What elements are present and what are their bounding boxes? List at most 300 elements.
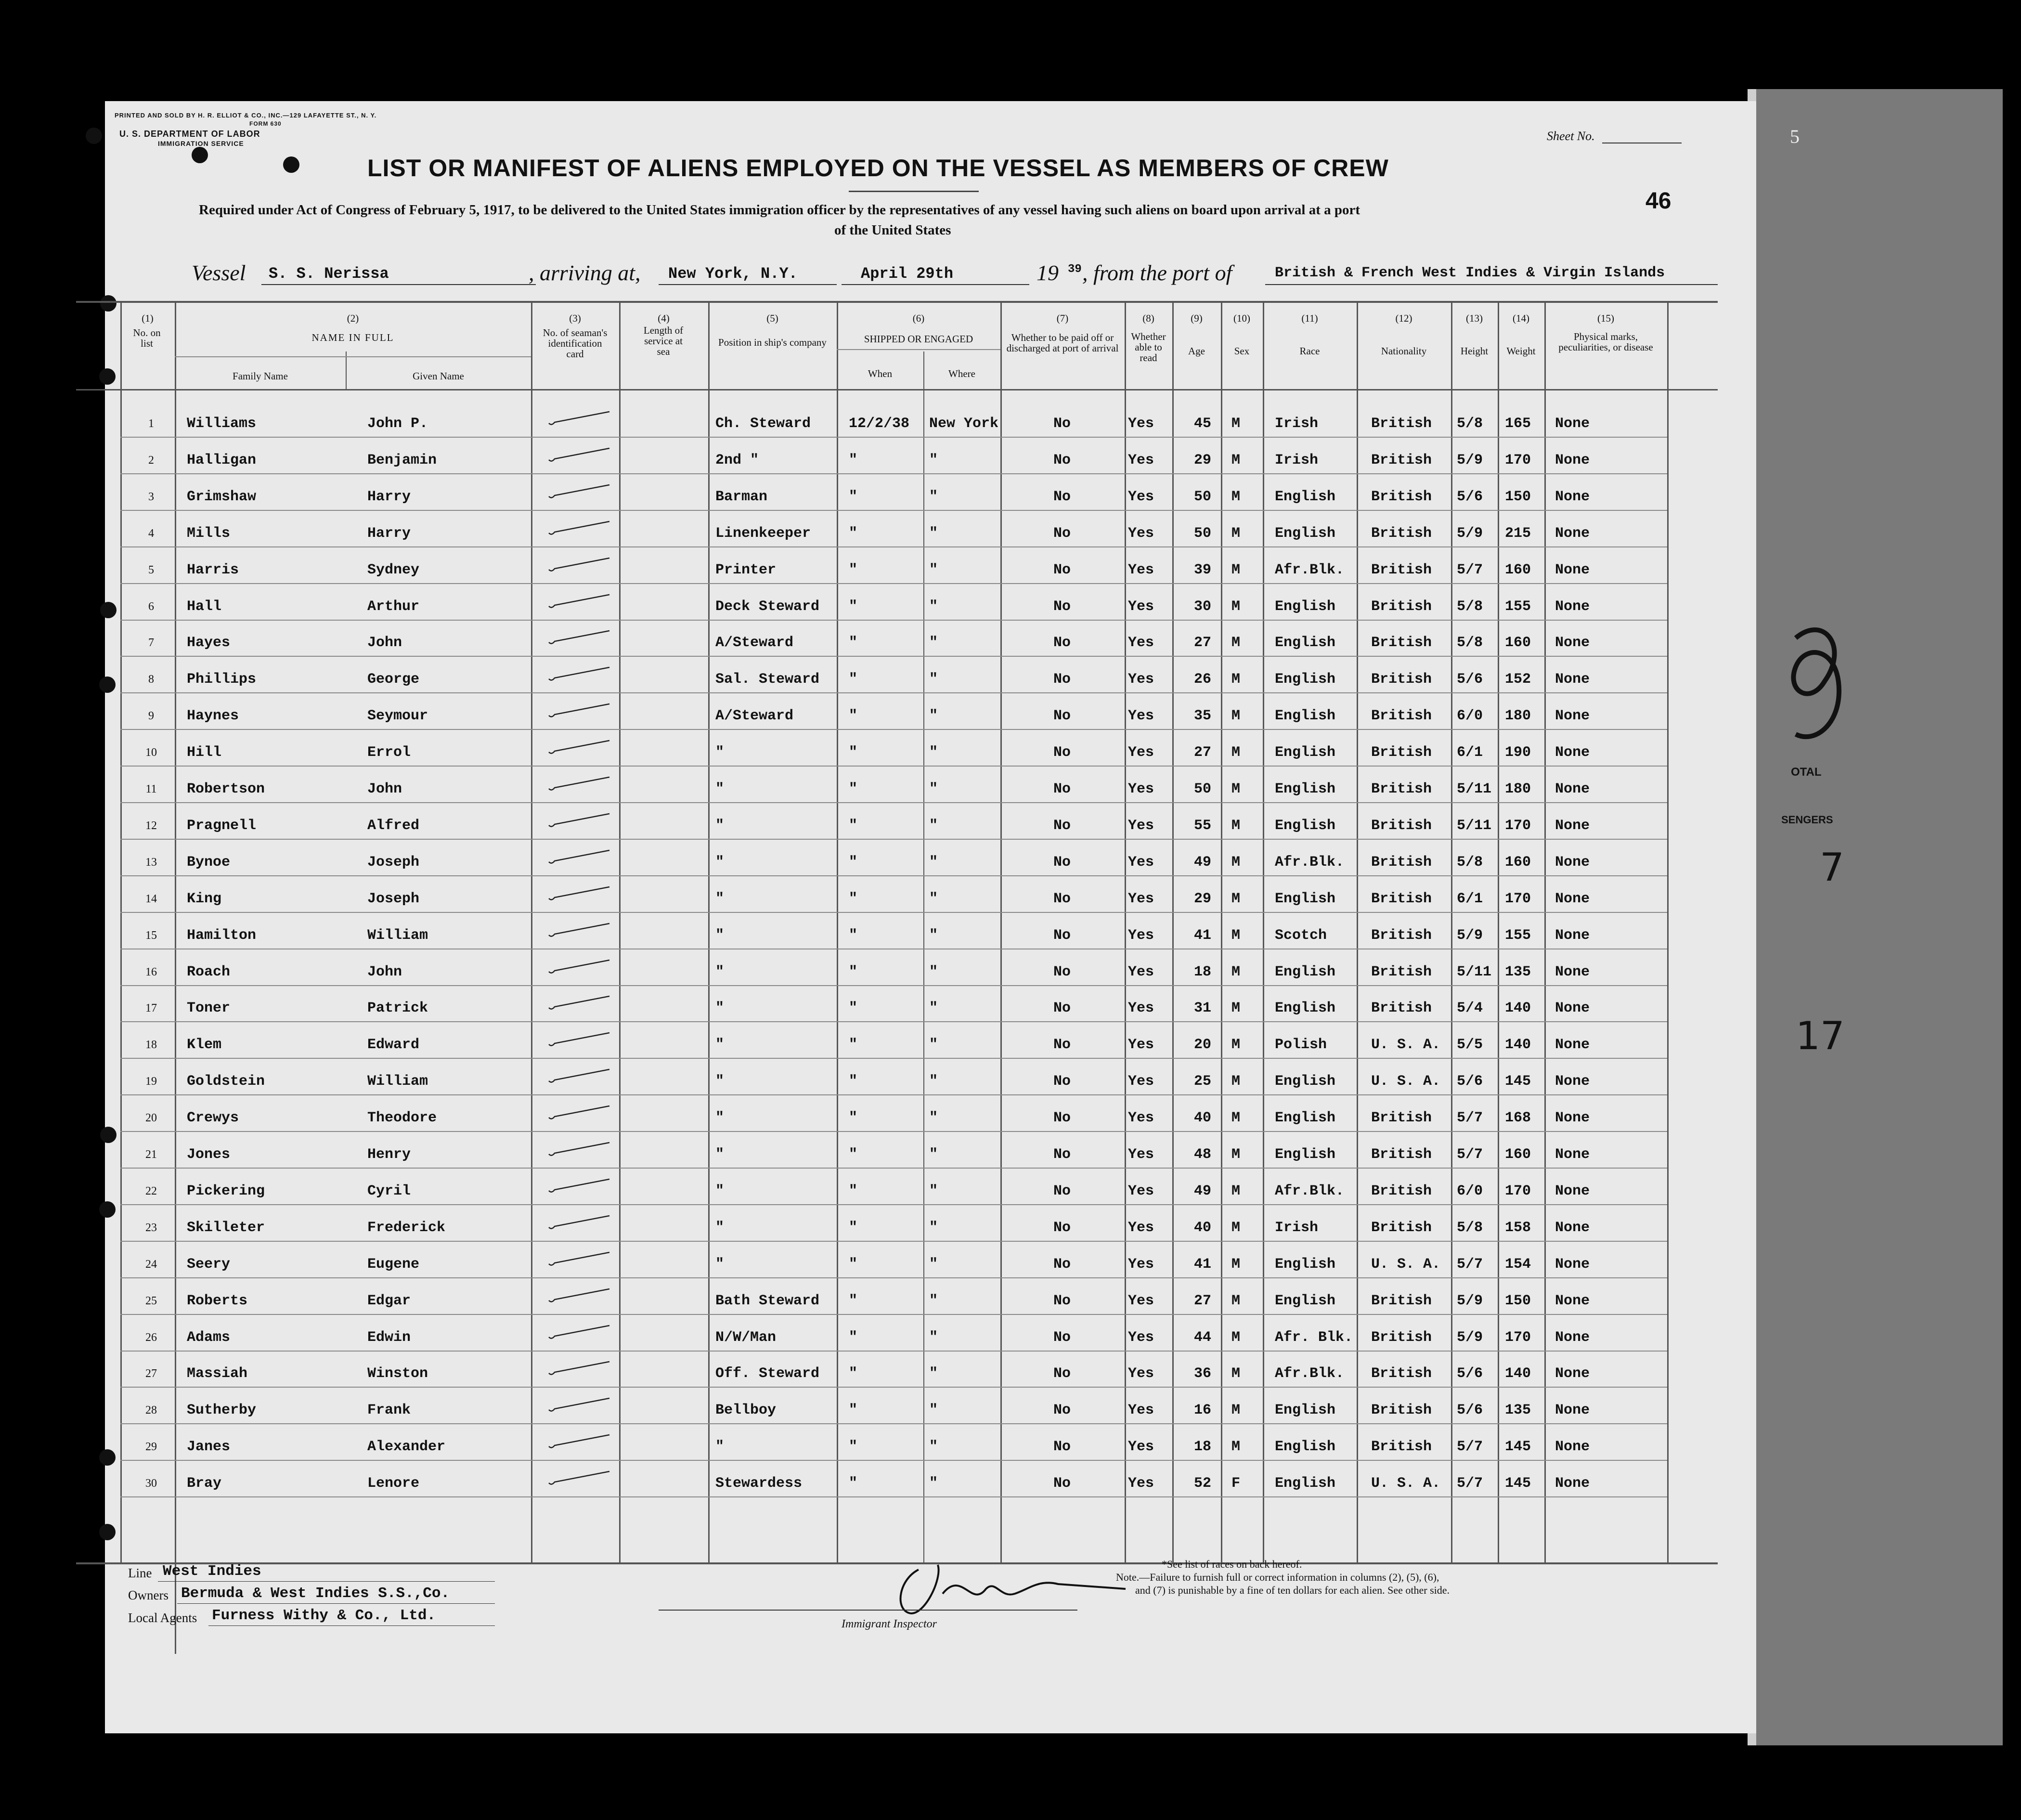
family-name: Bray bbox=[187, 1475, 222, 1492]
able-to-read: Yes bbox=[1128, 635, 1154, 651]
family-name: Sutherby bbox=[187, 1402, 257, 1419]
shipped-when: " bbox=[849, 1000, 858, 1017]
shipped-where: " bbox=[929, 927, 938, 944]
shipped-when: " bbox=[849, 1475, 858, 1492]
height: 5/9 bbox=[1457, 525, 1483, 542]
shipped-where: " bbox=[929, 744, 938, 761]
age: 31 bbox=[1194, 1000, 1212, 1017]
row-number: 26 bbox=[145, 1331, 157, 1344]
shipped-when: " bbox=[849, 1329, 858, 1346]
row-number: 25 bbox=[145, 1294, 157, 1307]
page-number: 46 bbox=[1645, 188, 1671, 214]
weight: 135 bbox=[1505, 1402, 1531, 1419]
shipped-when: " bbox=[849, 1292, 858, 1309]
sex: M bbox=[1231, 927, 1241, 944]
age: 45 bbox=[1194, 416, 1212, 432]
given-name: William bbox=[367, 927, 428, 944]
table-row bbox=[105, 919, 1756, 954]
age: 50 bbox=[1194, 525, 1212, 542]
physical-marks: None bbox=[1555, 744, 1590, 761]
given-name: John bbox=[367, 781, 402, 797]
shipped-where: " bbox=[929, 817, 938, 834]
physical-marks: None bbox=[1555, 817, 1590, 834]
col-8-header: Whether able to read bbox=[1131, 331, 1166, 364]
family-name: Roberts bbox=[187, 1292, 248, 1309]
check-mark-icon bbox=[548, 483, 610, 502]
position: " bbox=[715, 817, 725, 834]
able-to-read: Yes bbox=[1128, 1292, 1154, 1309]
paid-off: No bbox=[1053, 671, 1071, 688]
weight: 160 bbox=[1505, 635, 1531, 651]
age: 50 bbox=[1194, 488, 1212, 505]
col-12-header: Nationality bbox=[1381, 345, 1427, 357]
table-row bbox=[105, 1430, 1756, 1466]
family-name: Bynoe bbox=[187, 854, 231, 871]
nationality: U. S. A. bbox=[1371, 1256, 1441, 1273]
able-to-read: Yes bbox=[1128, 1073, 1154, 1090]
nationality: British bbox=[1371, 927, 1432, 944]
sex: M bbox=[1231, 561, 1241, 578]
given-name: Harry bbox=[367, 525, 411, 542]
col-15-header: Physical marks, peculiarities, or disease bbox=[1558, 331, 1653, 353]
given-name: Arthur bbox=[367, 598, 420, 615]
shipped-when: " bbox=[849, 1146, 858, 1163]
check-mark-icon bbox=[548, 1104, 610, 1123]
shipped-when: " bbox=[849, 963, 858, 980]
age: 35 bbox=[1194, 708, 1212, 725]
able-to-read: Yes bbox=[1128, 1000, 1154, 1017]
row-number: 7 bbox=[148, 637, 154, 650]
inspector-label: Immigrant Inspector bbox=[842, 1618, 937, 1630]
shipped-where: " bbox=[929, 452, 938, 468]
col-13-header: Height bbox=[1460, 345, 1489, 357]
physical-marks: None bbox=[1555, 1475, 1590, 1492]
physical-marks: None bbox=[1555, 1292, 1590, 1309]
shipped-where: " bbox=[929, 963, 938, 980]
position: 2nd " bbox=[715, 452, 759, 468]
table-row bbox=[105, 882, 1756, 918]
age: 40 bbox=[1194, 1219, 1212, 1236]
position: " bbox=[715, 1439, 725, 1456]
race: Irish bbox=[1275, 416, 1319, 432]
family-name: Halligan bbox=[187, 452, 257, 468]
agents-label: Local Agents bbox=[128, 1611, 197, 1625]
row-number: 11 bbox=[145, 783, 157, 795]
punch-hole-icon bbox=[99, 1524, 116, 1540]
able-to-read: Yes bbox=[1128, 1402, 1154, 1419]
family-name: Pickering bbox=[187, 1183, 265, 1199]
nationality: British bbox=[1371, 1292, 1432, 1309]
height: 5/7 bbox=[1457, 1475, 1483, 1492]
subtitle-line-2: of the United States bbox=[834, 222, 951, 238]
table-row bbox=[105, 590, 1756, 625]
age: 50 bbox=[1194, 781, 1212, 797]
physical-marks: None bbox=[1555, 708, 1590, 725]
col-5-number: (5) bbox=[766, 312, 778, 324]
col-15-number: (15) bbox=[1597, 312, 1614, 324]
weight: 145 bbox=[1505, 1475, 1531, 1492]
physical-marks: None bbox=[1555, 1146, 1590, 1163]
shipped-where: " bbox=[929, 598, 938, 615]
position: " bbox=[715, 963, 725, 980]
given-name: Edwin bbox=[367, 1329, 411, 1346]
shipped-where: " bbox=[929, 1146, 938, 1163]
able-to-read: Yes bbox=[1128, 488, 1154, 505]
nationality: British bbox=[1371, 963, 1432, 980]
family-name: Hall bbox=[187, 598, 222, 615]
nationality: British bbox=[1371, 1110, 1432, 1127]
height: 5/8 bbox=[1457, 1219, 1483, 1236]
able-to-read: Yes bbox=[1128, 1110, 1154, 1127]
nationality: British bbox=[1371, 525, 1432, 542]
position: Printer bbox=[715, 561, 777, 578]
given-name: Henry bbox=[367, 1146, 411, 1163]
arrival-date: April 29th bbox=[861, 265, 954, 283]
family-name: Robertson bbox=[187, 781, 265, 797]
given-name: Harry bbox=[367, 488, 411, 505]
sex: M bbox=[1231, 1219, 1241, 1236]
check-mark-icon bbox=[548, 848, 610, 868]
weight: 152 bbox=[1505, 671, 1531, 688]
race: Afr.Blk. bbox=[1275, 1183, 1345, 1199]
age: 41 bbox=[1194, 1256, 1212, 1273]
check-mark-icon bbox=[548, 812, 610, 831]
year-prefix: 19 bbox=[1036, 260, 1059, 285]
weight: 160 bbox=[1505, 1146, 1531, 1163]
col-11-header: Race bbox=[1299, 345, 1320, 357]
height: 5/7 bbox=[1457, 1439, 1483, 1456]
height: 5/7 bbox=[1457, 1256, 1483, 1273]
weight: 140 bbox=[1505, 1037, 1531, 1053]
race: English bbox=[1275, 671, 1336, 688]
physical-marks: None bbox=[1555, 525, 1590, 542]
check-mark-icon bbox=[548, 1324, 610, 1343]
shipped-where: " bbox=[929, 1365, 938, 1382]
height: 5/7 bbox=[1457, 561, 1483, 578]
row-number: 9 bbox=[148, 710, 154, 723]
height: 6/1 bbox=[1457, 890, 1483, 907]
height: 5/8 bbox=[1457, 598, 1483, 615]
weight: 145 bbox=[1505, 1439, 1531, 1456]
sex: M bbox=[1231, 1146, 1241, 1163]
nationality: British bbox=[1371, 598, 1432, 615]
height: 5/7 bbox=[1457, 1110, 1483, 1127]
col-2-header: NAME IN FULL bbox=[311, 332, 394, 343]
race: Irish bbox=[1275, 1219, 1319, 1236]
able-to-read: Yes bbox=[1128, 854, 1154, 871]
position: " bbox=[715, 744, 725, 761]
position: A/Steward bbox=[715, 708, 794, 725]
shipped-when: " bbox=[849, 781, 858, 797]
check-mark-icon bbox=[548, 665, 610, 685]
position: " bbox=[715, 1073, 725, 1090]
paid-off: No bbox=[1053, 1256, 1071, 1273]
shipped-when: " bbox=[849, 927, 858, 944]
family-name: Grimshaw bbox=[187, 488, 257, 505]
paid-off: No bbox=[1053, 635, 1071, 651]
able-to-read: Yes bbox=[1128, 1329, 1154, 1346]
row-number: 19 bbox=[145, 1075, 157, 1088]
age: 20 bbox=[1194, 1037, 1212, 1053]
arrival-port: New York, N.Y. bbox=[668, 265, 798, 283]
check-mark-icon bbox=[548, 1067, 610, 1087]
shipped-where: " bbox=[929, 1292, 938, 1309]
physical-marks: None bbox=[1555, 1365, 1590, 1382]
age: 27 bbox=[1194, 635, 1212, 651]
height: 5/8 bbox=[1457, 635, 1483, 651]
row-number: 10 bbox=[145, 746, 157, 759]
table-row bbox=[105, 1101, 1756, 1137]
able-to-read: Yes bbox=[1128, 927, 1154, 944]
height: 5/6 bbox=[1457, 1365, 1483, 1382]
able-to-read: Yes bbox=[1128, 890, 1154, 907]
sex: M bbox=[1231, 817, 1241, 834]
weight: 160 bbox=[1505, 854, 1531, 871]
height: 5/11 bbox=[1457, 963, 1492, 980]
weight: 140 bbox=[1505, 1000, 1531, 1017]
age: 25 bbox=[1194, 1073, 1212, 1090]
sex: M bbox=[1231, 963, 1241, 980]
shipped-when: " bbox=[849, 744, 858, 761]
shipped-when: " bbox=[849, 598, 858, 615]
height: 5/8 bbox=[1457, 416, 1483, 432]
race: English bbox=[1275, 525, 1336, 542]
given-name: Joseph bbox=[367, 890, 420, 907]
race: Scotch bbox=[1275, 927, 1327, 944]
col-12-number: (12) bbox=[1395, 312, 1412, 324]
check-mark-icon bbox=[548, 1177, 610, 1196]
col-7-number: (7) bbox=[1056, 312, 1069, 324]
weight: 140 bbox=[1505, 1365, 1531, 1382]
sex: M bbox=[1231, 1439, 1241, 1456]
row-number: 14 bbox=[145, 892, 157, 905]
physical-marks: None bbox=[1555, 671, 1590, 688]
race: English bbox=[1275, 1292, 1336, 1309]
able-to-read: Yes bbox=[1128, 561, 1154, 578]
weight: 170 bbox=[1505, 890, 1531, 907]
arriving-label: , arriving at, bbox=[529, 260, 641, 285]
shipped-where: " bbox=[929, 525, 938, 542]
department: U. S. DEPARTMENT OF LABOR bbox=[119, 129, 260, 139]
shipped-where: " bbox=[929, 561, 938, 578]
row-number: 30 bbox=[145, 1477, 157, 1490]
race: English bbox=[1275, 781, 1336, 797]
physical-marks: None bbox=[1555, 963, 1590, 980]
shipped-where: " bbox=[929, 1183, 938, 1199]
height: 5/11 bbox=[1457, 817, 1492, 834]
col-6-header: SHIPPED OR ENGAGED bbox=[864, 333, 973, 345]
shipped-where: " bbox=[929, 635, 938, 651]
given-name: Edward bbox=[367, 1037, 420, 1053]
nationality: British bbox=[1371, 854, 1432, 871]
nationality: British bbox=[1371, 561, 1432, 578]
table-row bbox=[105, 1028, 1756, 1064]
col-9-header: Age bbox=[1188, 345, 1205, 357]
able-to-read: Yes bbox=[1128, 416, 1154, 432]
race: Afr.Blk. bbox=[1275, 1365, 1345, 1382]
physical-marks: None bbox=[1555, 1037, 1590, 1053]
corner-handwritten-mark: 5 bbox=[1790, 126, 1800, 147]
table-row bbox=[105, 1467, 1756, 1502]
sex: M bbox=[1231, 525, 1241, 542]
age: 18 bbox=[1194, 963, 1212, 980]
able-to-read: Yes bbox=[1128, 1146, 1154, 1163]
nationality: British bbox=[1371, 1146, 1432, 1163]
weight: 215 bbox=[1505, 525, 1531, 542]
line-value: West Indies bbox=[163, 1563, 261, 1580]
family-name: Massiah bbox=[187, 1365, 248, 1382]
height: 5/6 bbox=[1457, 1073, 1483, 1090]
race: Afr. Blk. bbox=[1275, 1329, 1353, 1346]
position: " bbox=[715, 1110, 725, 1127]
position: Barman bbox=[715, 488, 768, 505]
shipped-where: " bbox=[929, 781, 938, 797]
punch-hole-icon bbox=[86, 128, 102, 144]
table-row bbox=[105, 991, 1756, 1027]
check-mark-icon bbox=[548, 1031, 610, 1050]
paid-off: No bbox=[1053, 744, 1071, 761]
paid-off: No bbox=[1053, 452, 1071, 468]
race: English bbox=[1275, 635, 1336, 651]
race: Afr.Blk. bbox=[1275, 561, 1345, 578]
row-number: 2 bbox=[148, 454, 154, 467]
age: 36 bbox=[1194, 1365, 1212, 1382]
col-4-header: Length of service at sea bbox=[643, 325, 684, 357]
table-row bbox=[105, 1321, 1756, 1356]
position: " bbox=[715, 1219, 725, 1236]
nationality: British bbox=[1371, 1219, 1432, 1236]
col-10-header: Sex bbox=[1234, 345, 1250, 357]
position: " bbox=[715, 781, 725, 797]
height: 5/9 bbox=[1457, 452, 1483, 468]
position: " bbox=[715, 854, 725, 871]
table-row bbox=[105, 1284, 1756, 1320]
height: 5/8 bbox=[1457, 854, 1483, 871]
table-row bbox=[105, 407, 1756, 442]
nationality: British bbox=[1371, 671, 1432, 688]
vessel-name: S. S. Nerissa bbox=[269, 265, 389, 283]
shipped-where: " bbox=[929, 1439, 938, 1456]
age: 40 bbox=[1194, 1110, 1212, 1127]
height: 5/11 bbox=[1457, 781, 1492, 797]
shipped-when: " bbox=[849, 488, 858, 505]
shipped-when: " bbox=[849, 708, 858, 725]
vessel-label: Vessel bbox=[192, 260, 246, 285]
height: 5/4 bbox=[1457, 1000, 1483, 1017]
row-number: 29 bbox=[145, 1441, 157, 1454]
nationality: British bbox=[1371, 890, 1432, 907]
shipped-where: " bbox=[929, 488, 938, 505]
age: 16 bbox=[1194, 1402, 1212, 1419]
paid-off: No bbox=[1053, 1292, 1071, 1309]
given-name: William bbox=[367, 1073, 428, 1090]
paid-off: No bbox=[1053, 854, 1071, 871]
given-name: Patrick bbox=[367, 1000, 428, 1017]
given-name: Edgar bbox=[367, 1292, 411, 1309]
height: 6/0 bbox=[1457, 708, 1483, 725]
family-name: Jones bbox=[187, 1146, 231, 1163]
physical-marks: None bbox=[1555, 635, 1590, 651]
sex: M bbox=[1231, 671, 1241, 688]
race: Afr.Blk. bbox=[1275, 854, 1345, 871]
col-3-header: No. of seaman's identification card bbox=[543, 327, 608, 360]
col-3-number: (3) bbox=[569, 312, 581, 324]
given-name: Errol bbox=[367, 744, 411, 761]
sex: M bbox=[1231, 635, 1241, 651]
family-name: Goldstein bbox=[187, 1073, 265, 1090]
nationality: U. S. A. bbox=[1371, 1037, 1441, 1053]
weight: 135 bbox=[1505, 963, 1531, 980]
punch-hole-icon bbox=[99, 368, 116, 385]
check-mark-icon bbox=[548, 885, 610, 904]
row-number: 12 bbox=[145, 819, 157, 832]
table-row bbox=[105, 443, 1756, 479]
nationality: British bbox=[1371, 635, 1432, 651]
paid-off: No bbox=[1053, 1183, 1071, 1199]
table-row bbox=[105, 1065, 1756, 1100]
shipped-when: " bbox=[849, 561, 858, 578]
departure-port: British & French West Indies & Virgin Islands bbox=[1275, 265, 1665, 281]
sex: M bbox=[1231, 1329, 1241, 1346]
weight: 150 bbox=[1505, 488, 1531, 505]
family-name: Hayes bbox=[187, 635, 231, 651]
weight: 170 bbox=[1505, 1329, 1531, 1346]
able-to-read: Yes bbox=[1128, 1256, 1154, 1273]
position: Off. Steward bbox=[715, 1365, 820, 1382]
position: Ch. Steward bbox=[715, 416, 811, 432]
punch-hole-icon bbox=[283, 156, 299, 173]
age: 48 bbox=[1194, 1146, 1212, 1163]
nationality: British bbox=[1371, 817, 1432, 834]
shipped-when: " bbox=[849, 635, 858, 651]
owners-value: Bermuda & West Indies S.S.,Co. bbox=[181, 1585, 450, 1602]
shipped-when: " bbox=[849, 1073, 858, 1090]
col-6-number: (6) bbox=[912, 312, 925, 324]
form-number: FORM 630 bbox=[249, 120, 282, 127]
sex: M bbox=[1231, 1256, 1241, 1273]
check-mark-icon bbox=[548, 1141, 610, 1160]
shipped-where: " bbox=[929, 854, 938, 871]
physical-marks: None bbox=[1555, 927, 1590, 944]
paid-off: No bbox=[1053, 1439, 1071, 1456]
family-name: Harris bbox=[187, 561, 239, 578]
race: English bbox=[1275, 963, 1336, 980]
service: IMMIGRATION SERVICE bbox=[158, 140, 244, 147]
table-row bbox=[105, 772, 1756, 808]
given-name: John P. bbox=[367, 416, 428, 432]
table-row bbox=[105, 480, 1756, 516]
family-name: Mills bbox=[187, 525, 231, 542]
table-row bbox=[105, 1393, 1756, 1429]
shipped-when: " bbox=[849, 671, 858, 688]
row-number: 21 bbox=[145, 1148, 157, 1161]
nationality: British bbox=[1371, 1329, 1432, 1346]
weight: 155 bbox=[1505, 927, 1531, 944]
check-mark-icon bbox=[548, 958, 610, 977]
row-number: 27 bbox=[145, 1367, 157, 1380]
sex: M bbox=[1231, 1183, 1241, 1199]
paid-off: No bbox=[1053, 1475, 1071, 1492]
side-tab-value-1: 7 bbox=[1820, 845, 1844, 890]
race: English bbox=[1275, 598, 1336, 615]
check-mark-icon bbox=[548, 922, 610, 941]
position: Sal. Steward bbox=[715, 671, 820, 688]
printer-line: PRINTED AND SOLD BY H. R. ELLIOT & CO., INC.—129 LAFAYETTE ST., N. Y. bbox=[115, 112, 377, 119]
race: English bbox=[1275, 1073, 1336, 1090]
age: 26 bbox=[1194, 671, 1212, 688]
given-name: Sydney bbox=[367, 561, 420, 578]
height: 5/6 bbox=[1457, 1402, 1483, 1419]
